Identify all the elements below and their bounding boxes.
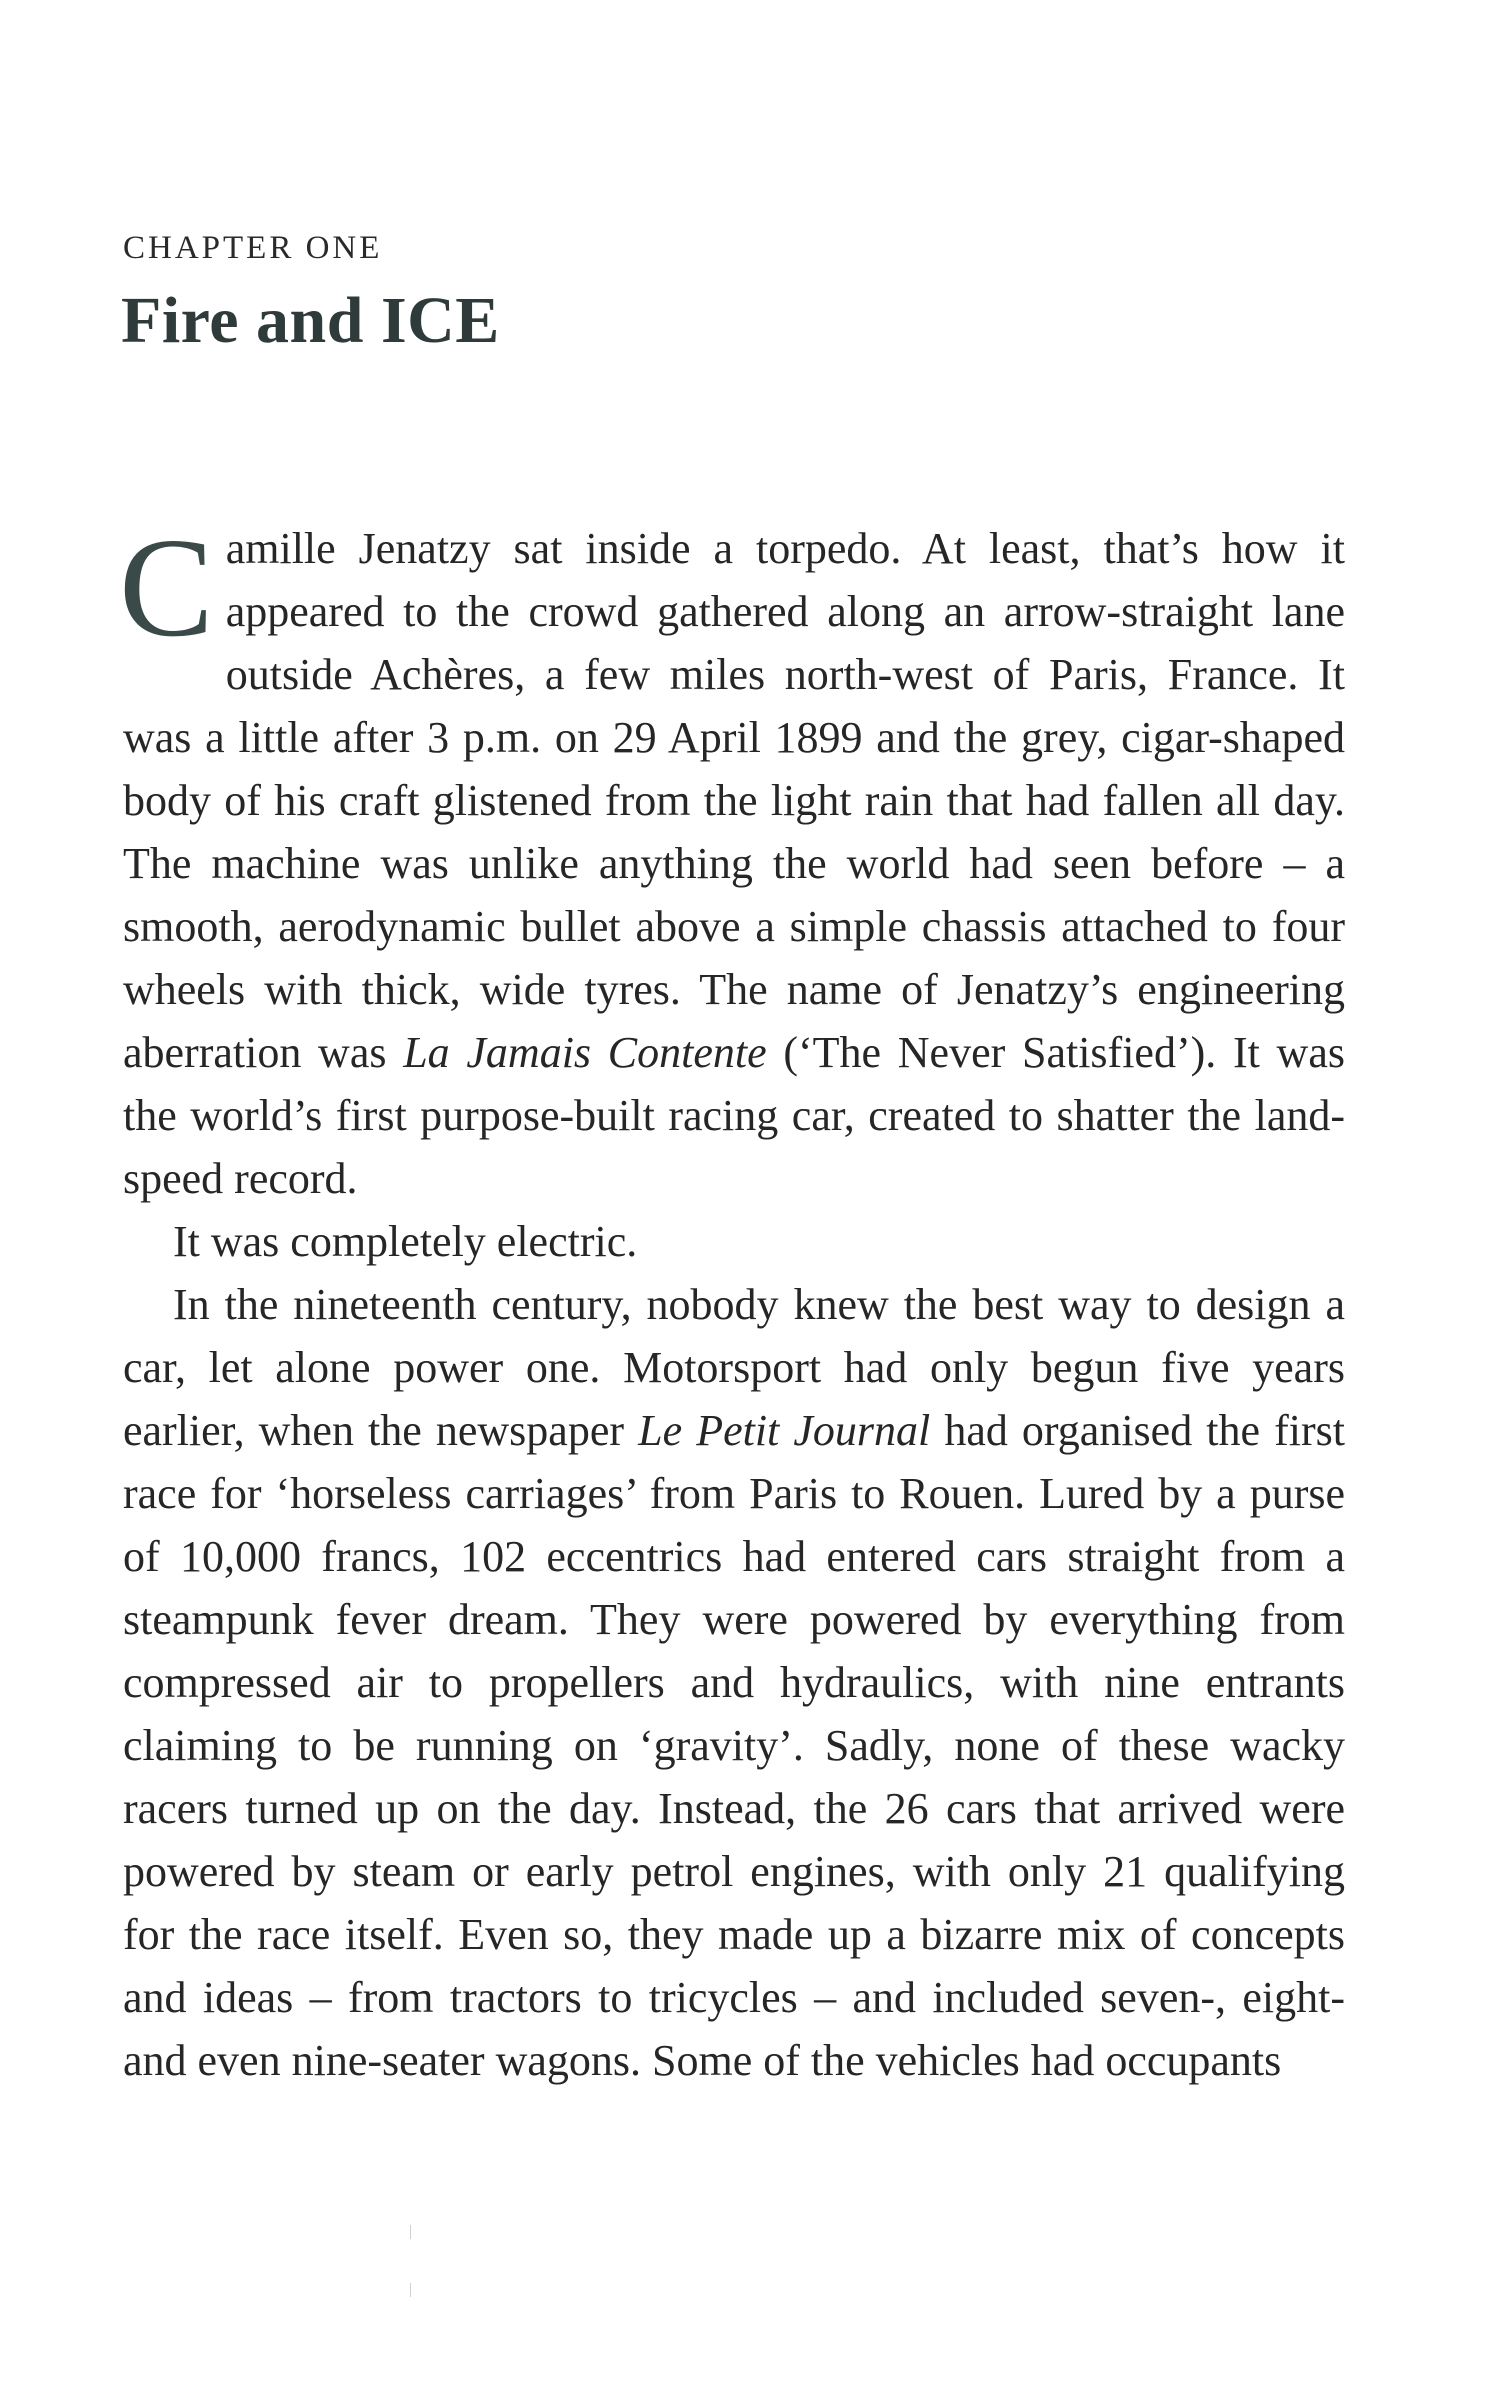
paragraph-1-text-a: amille Jenatzy sat inside a torpedo. At least, that’s how it appeared to the crowd gathered along an arrow-straight lane outside Achères, a few miles north-west of Paris, France. It was a little after 3 p.m. on 29 April 1899 and the grey, cigar-shaped body of his craft glistened from the light rain that had fallen all day. The machine was unlike anything the world had seen before – a smooth, aerodynamic bullet above a simple chassis attached to four wheels with thick, wide tyres. The name of Jenatzy’s engineering aberration was	[123, 524, 1345, 1077]
drop-cap: C	[119, 508, 214, 666]
scan-mark	[410, 2225, 411, 2239]
paragraph-1-italic-title: La Jamais Contente	[403, 1028, 767, 1077]
paragraph-2: It was completely electric.	[173, 1217, 638, 1266]
scan-mark	[410, 2283, 411, 2297]
paragraph-3-italic-newspaper: Le Petit Journal	[638, 1406, 931, 1455]
chapter-title: Fire and ICE	[121, 284, 500, 357]
paragraph-3	[123, 1273, 1345, 2092]
paragraph-3-text-a: In the nineteenth century, nobody knew the best way to design a car, let alone power one. Motorsport had only begun five years earlier, when the newspaper	[123, 1280, 1345, 1455]
chapter-label: CHAPTER ONE	[123, 230, 383, 266]
body-text	[119, 508, 1345, 2092]
paragraph-3-text-b: had organised the first race for ‘horseless carriages’ from Paris to Rouen. Lured by a purse of 10,000 francs, 102 eccentrics had entered cars straight from a steampunk fever dream. They were powered by everything from compressed air to propellers and hydraulics, with nine entrants claiming to be running on ‘gravity’. Sadly, none of these wacky racers turned up on the day. Instead, the 26 cars that arrived were powered by steam or early petrol engines, with only 21 qualifying for the race itself. Even so, they made up a bizarre mix of concepts and ideas – from tractors to tricycles – and included seven-, eight- and even nine-seater wagons. Some of the vehicles had occupants	[123, 1406, 1345, 2085]
paragraph-1	[119, 508, 1345, 1210]
paragraph-1-text-b: (‘The Never Satisfied’). It was the world’s first purpose-built racing car, created to shatter the land-speed record.	[123, 1028, 1345, 1203]
